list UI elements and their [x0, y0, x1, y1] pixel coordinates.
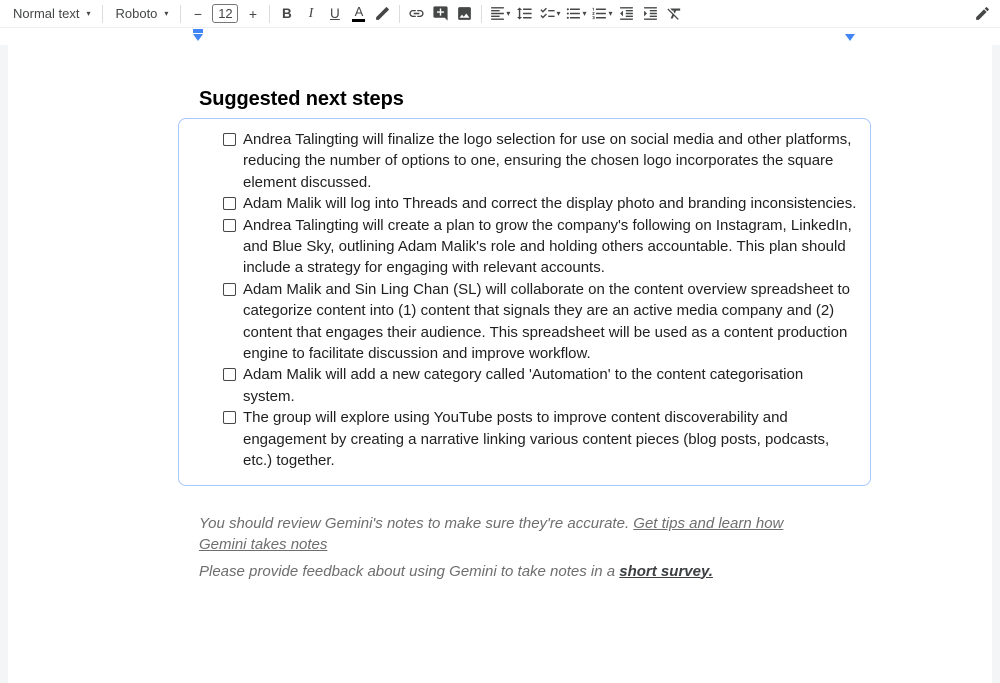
checklist-text: Adam Malik will add a new category called 'Automation' to the content categorisation system.	[243, 366, 804, 405]
insert-link-button[interactable]	[405, 2, 428, 25]
document-canvas	[0, 45, 1000, 683]
font-family-dropdown[interactable]	[108, 2, 175, 25]
highlighter-icon	[374, 5, 391, 22]
insert-link-icon	[408, 5, 425, 22]
toolbar-separator	[102, 5, 103, 23]
chevron-down-icon: ▾	[556, 8, 561, 18]
increase-font-size-button[interactable]: +	[241, 2, 264, 25]
editing-pen-icon	[974, 5, 991, 22]
checklist-text: Adam Malik will log into Threads and correct the display photo and branding inconsistencies.	[243, 195, 857, 213]
page-margin-left	[0, 45, 8, 683]
page-margin-right	[992, 45, 1000, 683]
checkbox-icon[interactable]	[223, 283, 236, 296]
decrease-indent-button[interactable]	[615, 2, 638, 25]
bold-button[interactable]: B	[275, 2, 298, 25]
toolbar-separator	[399, 5, 400, 23]
chevron-down-icon: ▾	[506, 8, 511, 18]
checklist-text: Andrea Talingting will create a plan to grow the company's following on Instagram, LinkedIn, and Blue Sky, outlining Adam Malik's role and holding others accountable. This plan should include a strategy for engaging with relevant accounts.	[243, 216, 852, 277]
highlight-color-button[interactable]	[371, 2, 394, 25]
toolbar-separator	[481, 5, 482, 23]
checklist-item	[223, 364, 860, 407]
first-line-indent-icon[interactable]	[193, 29, 203, 33]
next-steps-box	[178, 118, 871, 486]
checklist-item	[223, 129, 860, 193]
checklist-text: Andrea Talingting will finalize the logo selection for use on social media and other platforms, reducing the number of options to one, ensuring the chosen logo incorporates the square element discussed.	[243, 131, 852, 191]
add-comment-icon	[432, 5, 449, 22]
checkbox-icon[interactable]	[223, 219, 236, 232]
chevron-down-icon: ▾	[164, 8, 169, 18]
bulleted-list-button[interactable]	[563, 2, 588, 25]
document-page[interactable]	[0, 45, 1000, 582]
underline-button[interactable]: U	[323, 2, 346, 25]
checklist-icon	[539, 5, 556, 22]
checkbox-icon[interactable]	[223, 411, 236, 424]
toolbar-separator	[180, 5, 181, 23]
numbered-list-icon	[591, 5, 608, 22]
align-left-icon	[489, 5, 506, 22]
checklist-item	[223, 407, 860, 471]
font-family-label: Roboto	[115, 6, 158, 21]
toolbar-separator	[269, 5, 270, 23]
editing-mode-button[interactable]	[971, 2, 994, 25]
checklist-item	[223, 279, 860, 365]
checklist-item	[223, 215, 860, 279]
font-size-input[interactable]: 12	[212, 4, 238, 23]
decrease-font-size-button[interactable]: −	[186, 2, 209, 25]
numbered-list-button[interactable]	[589, 2, 614, 25]
line-spacing-icon	[516, 5, 533, 22]
checkbox-icon[interactable]	[223, 133, 236, 146]
ruler	[0, 28, 1000, 45]
bulleted-list-icon	[565, 5, 582, 22]
paragraph-style-label: Normal text	[13, 6, 80, 21]
right-indent-marker[interactable]	[845, 34, 855, 41]
page-title: Suggested next steps	[199, 88, 404, 110]
decrease-indent-icon	[618, 5, 635, 22]
gemini-tips-link[interactable]: Get tips and learn how Gemini takes notes	[199, 514, 784, 553]
chevron-down-icon: ▾	[582, 8, 587, 18]
checklist-text: Adam Malik and Sin Ling Chan (SL) will collaborate on the content overview spreadsheet to categorize content into (1) content that signals they are an active media company and (2) content that engages their audience. This spreadsheet will be used as a content production engine to facilitate discussion and improve workflow.	[243, 280, 851, 363]
clear-formatting-button[interactable]	[663, 2, 686, 25]
checkbox-icon[interactable]	[223, 368, 236, 381]
review-note	[199, 513, 831, 556]
line-spacing-button[interactable]	[513, 2, 536, 25]
checklist-text: The group will explore using YouTube posts to improve content discoverability and engagement by creating a narrative linking various content pieces (blog posts, podcasts, etc.) together.	[243, 409, 830, 470]
text-color-swatch	[352, 19, 365, 22]
insert-image-button[interactable]	[453, 2, 476, 25]
checklist-item	[223, 193, 860, 214]
insert-image-icon	[456, 5, 473, 22]
paragraph-style-dropdown[interactable]	[6, 2, 97, 25]
add-comment-button[interactable]	[429, 2, 452, 25]
left-indent-marker[interactable]	[193, 29, 203, 41]
chevron-down-icon: ▾	[86, 8, 91, 18]
chevron-down-icon: ▾	[608, 8, 613, 18]
clear-formatting-icon	[666, 5, 683, 22]
text-color-letter: A	[354, 4, 364, 19]
left-indent-icon[interactable]	[193, 34, 203, 41]
increase-indent-button[interactable]	[639, 2, 662, 25]
checklist-button[interactable]	[537, 2, 562, 25]
docs-toolbar	[0, 0, 1000, 28]
increase-indent-icon	[642, 5, 659, 22]
feedback-note	[199, 561, 831, 583]
review-note-text: You should review Gemini's notes to make sure they're accurate.	[199, 514, 634, 532]
short-survey-link[interactable]: short survey.	[619, 562, 713, 580]
align-button[interactable]	[487, 2, 512, 25]
right-indent-icon[interactable]	[845, 34, 855, 41]
feedback-note-text: Please provide feedback about using Gemini to take notes in a	[199, 562, 620, 580]
italic-button[interactable]: I	[299, 2, 322, 25]
text-color-button[interactable]	[347, 2, 370, 25]
text-color-icon	[352, 5, 365, 22]
checkbox-icon[interactable]	[223, 197, 236, 210]
